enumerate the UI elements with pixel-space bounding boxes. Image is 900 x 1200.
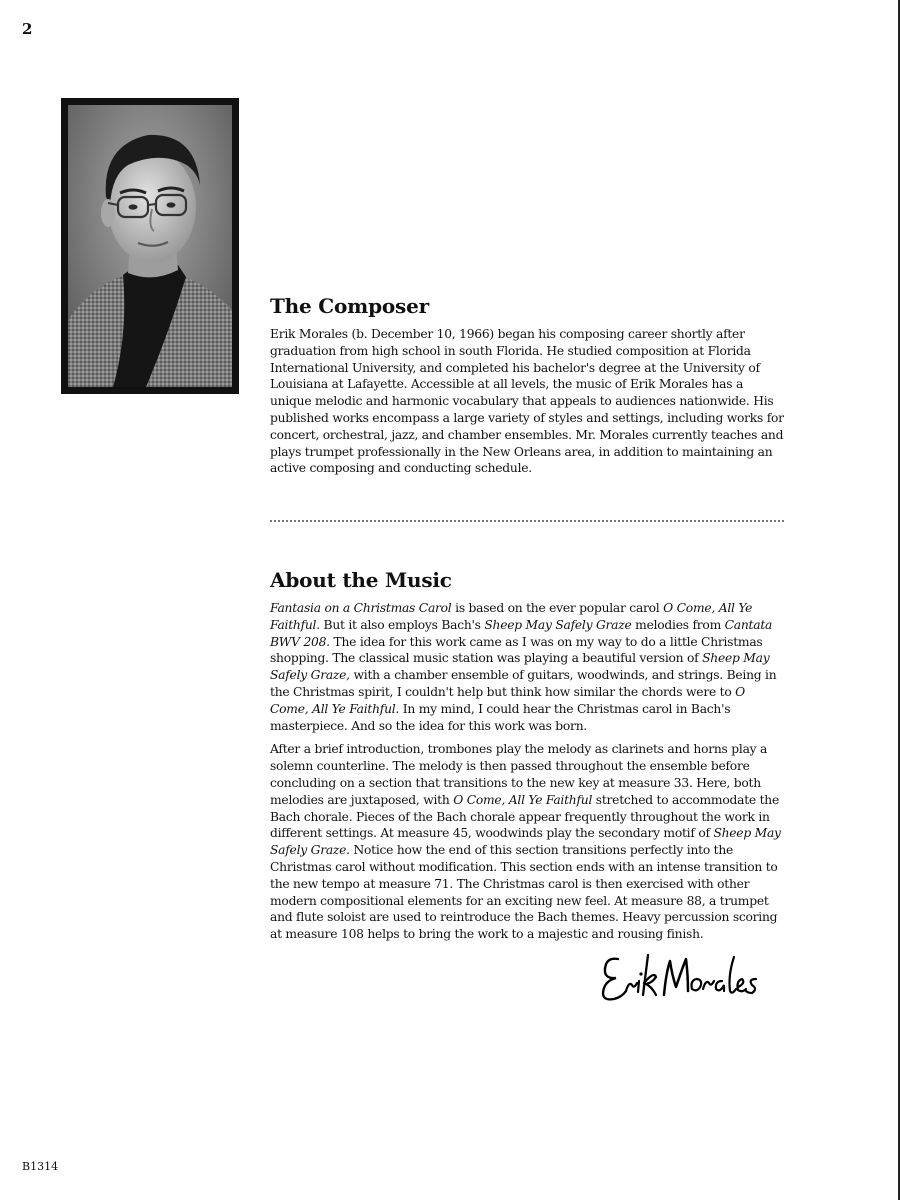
text-span: with a chamber ensemble of guitars, woodwinds, and strings. Being in the Christmas spirit, I couldn't help but think how similar the chords were to (270, 668, 777, 699)
signature-icon (596, 945, 771, 1015)
music-section (270, 568, 785, 950)
composer-paragraph: Erik Morales (b. December 10, 1966) began his composing career shortly after graduation from high school in south Florida. He studied composition at Florida International University, and completed his bachelor's degree at the University of Louisiana at Lafayette. Accessible at all levels, the music of Erik Morales has a unique melodic and harmonic vocabulary that appeals to audiences nationwide. His published works encompass a large variety of styles and settings, including works for concert, orchestral, jazz, and chamber ensembles. Mr. Morales currently teaches and plays trumpet professionally in the New Orleans area, in addition to maintaining an active composing and conducting schedule. (270, 327, 784, 476)
music-paragraph-2 (270, 741, 785, 943)
title-o-come: O Come, All Ye Faithful (453, 792, 593, 807)
text-span: In my mind, I could hear the Christmas carol in Bach's masterpiece. And so the idea for this work was born. (270, 701, 731, 733)
composer-section (270, 294, 785, 484)
composer-portrait-icon (68, 105, 232, 387)
music-heading: About the Music (270, 568, 452, 592)
text-span: stretched to accommodate the Bach chorale. Pieces of the Bach chorale appear frequently throughout the work in different settings. At measure 45, woodwinds play the secondary motif of (270, 792, 779, 841)
catalog-code: B1314 (22, 1160, 59, 1173)
composer-heading: The Composer (270, 294, 429, 318)
text-span: is based on the ever popular carol (451, 601, 664, 615)
text-span: But it also employs Bach's (319, 617, 485, 632)
text-span: Notice how the end of this section transitions perfectly into the Christmas carol without modification. This section ends with an intense transition to the new tempo at measure 71. The Christmas carol is then exercised with other modern compositional elements for an exciting new feel. At measure 88, a trumpet and flute soloist are used to reintroduce the Bach themes. Heavy percussion scoring at measure 108 helps to bring the work to a majestic and rousing finish. (270, 843, 778, 942)
portrait-illustration (68, 105, 232, 387)
composer-photo-frame (61, 98, 239, 394)
title-sheep: Sheep May Safely Graze, (270, 651, 770, 683)
page-number: 2 (22, 20, 33, 38)
section-divider (270, 520, 784, 522)
composer-signature (596, 945, 771, 1015)
text-span: melodies from (631, 617, 725, 632)
title-fantasia: Fantasia on a Christmas Carol (270, 601, 452, 615)
title-sheep: Sheep May Safely Graze. (270, 826, 781, 858)
title-cantata: Cantata BWV 208. (270, 617, 773, 649)
title-sheep: Sheep May Safely Graze (484, 617, 632, 632)
text-span: The idea for this work came as I was on my way to do a little Christmas shopping. The classical music station was playing a beautiful version of (270, 634, 763, 666)
music-paragraph-1 (270, 600, 785, 734)
title-o-come: O Come, All Ye Faithful. (270, 684, 745, 716)
text-span: After a brief introduction, trombones play the melody as clarinets and horns play a solemn counterline. The melody is then passed throughout the ensemble before concluding on a section that transitions to the new key at measure 33. Here, both melodies are juxtaposed, with (270, 742, 768, 807)
title-o-come: O Come, All Ye Faithful. (270, 601, 753, 632)
